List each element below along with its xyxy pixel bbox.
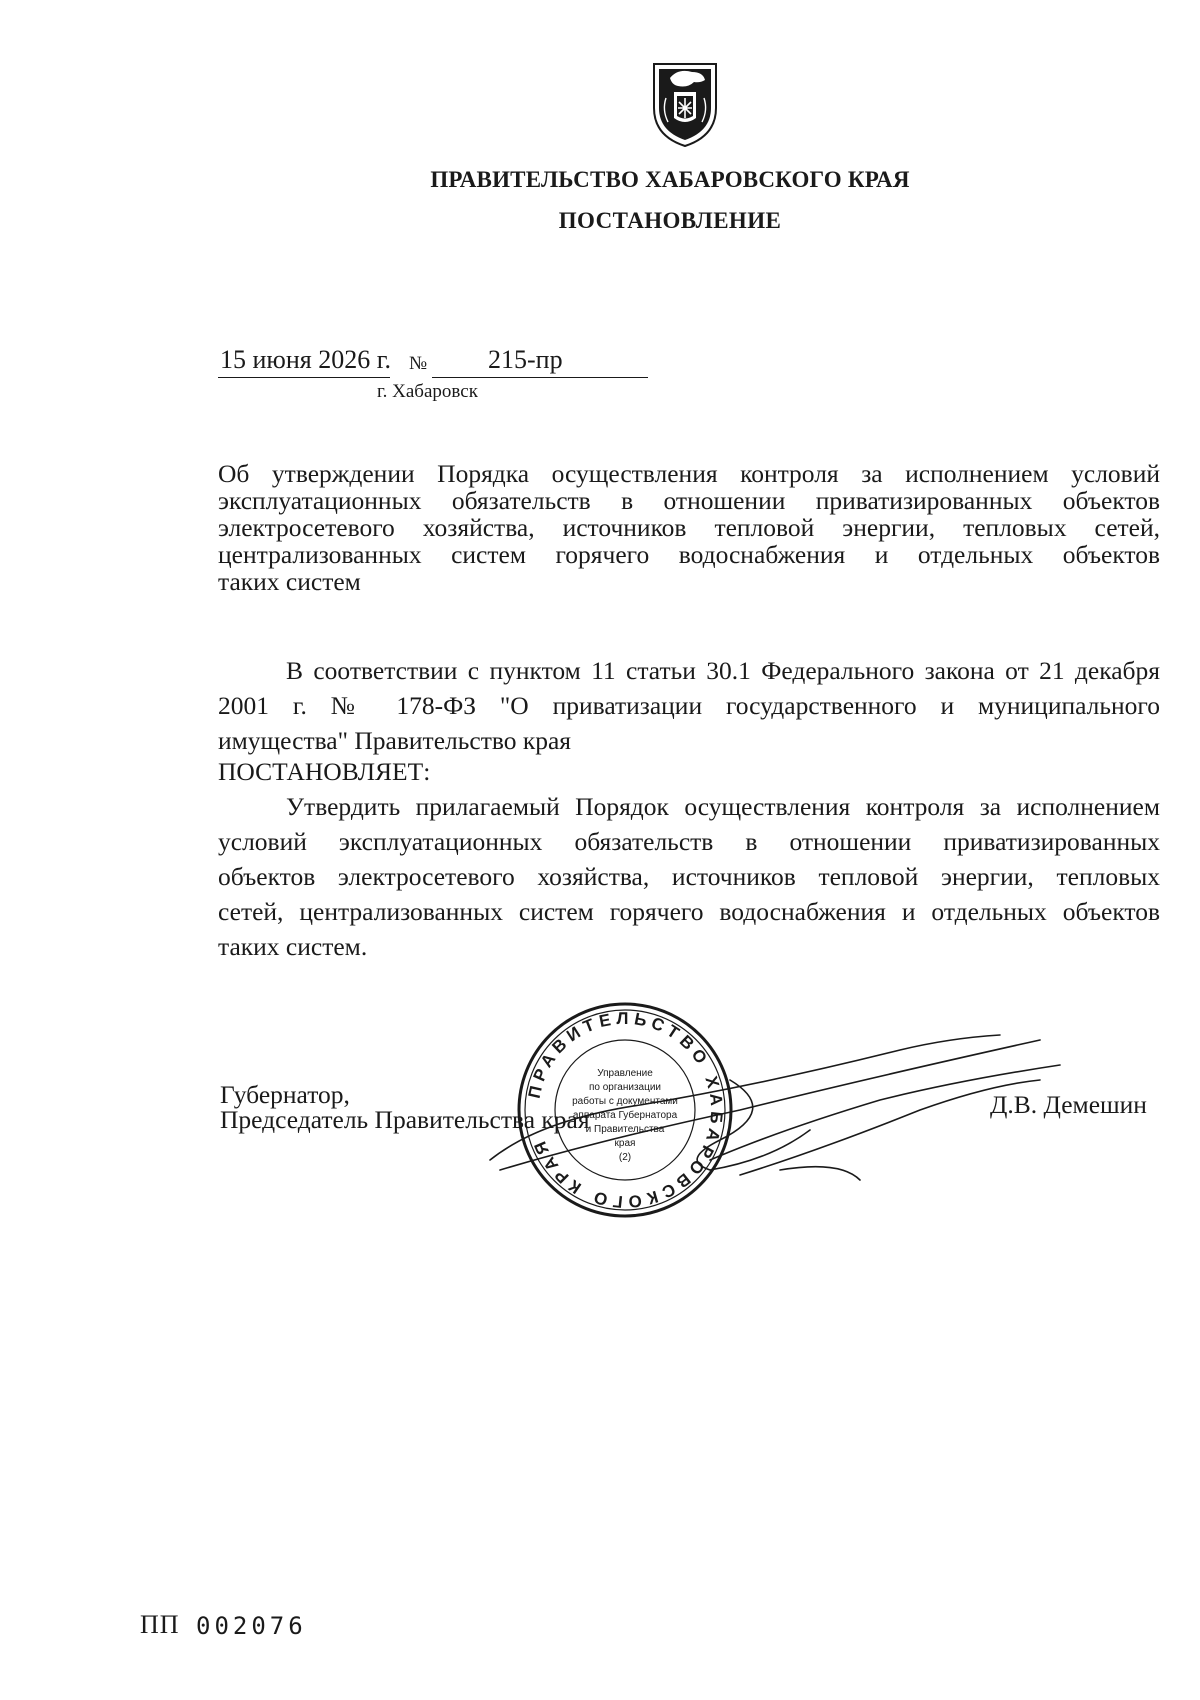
decision-line: условий эксплуатационных обязательств в отношении приватизированных [218, 827, 1160, 856]
preamble-paragraph [218, 653, 1160, 758]
seal-center-line: аппарата Губернатора [572, 1110, 678, 1121]
resolves-word: ПОСТАНОВЛЯЕТ: [218, 757, 431, 786]
subject-line: эксплуатационных обязательств в отношении приватизированных объектов [218, 486, 1160, 515]
number-underline [432, 377, 648, 378]
decision-paragraph [218, 789, 1160, 964]
subject-line: Об утверждении Порядка осуществления контроля за исполнением условий [218, 459, 1160, 488]
document-number: 215-пр [488, 345, 563, 374]
signatory-position: Губернатор, [220, 1080, 350, 1109]
form-series: ПП [140, 1610, 180, 1639]
coat-of-arms-icon [648, 58, 722, 150]
date-underline [218, 377, 390, 378]
government-name: ПРАВИТЕЛЬСТВО ХАБАРОВСКОГО КРАЯ [430, 167, 910, 192]
document-type: ПОСТАНОВЛЕНИЕ [558, 208, 782, 233]
issue-city: г. Хабаровск [377, 381, 478, 402]
handwritten-signature [480, 1010, 1080, 1210]
signatory-name: Д.В. Демешин [990, 1090, 1147, 1119]
decision-line: таких систем. [218, 932, 368, 961]
subject-line: таких систем [218, 567, 361, 596]
signatory-position: Председатель Правительства края [220, 1105, 590, 1134]
decision-line: Утвердить прилагаемый Порядок осуществления контроля за исполнением [286, 792, 1160, 821]
seal-center-line: (2) [618, 1152, 632, 1163]
seal-center-line: работы с документами [572, 1096, 678, 1107]
number-sign: № [409, 353, 428, 374]
seal-center-line: края [614, 1138, 636, 1149]
preamble-line: В соответствии с пунктом 11 статьи 30.1 Федерального закона от 21 декабря [286, 656, 1160, 685]
document-subject [218, 460, 1160, 595]
seal-ring-text: ПРАВИТЕЛЬСТВО ХАБАРОВСКОГО КРАЯ [524, 1008, 727, 1212]
document-date: 15 июня 2026 г. [220, 345, 391, 374]
subject-line: централизованных систем горячего водоснабжения и отдельных объектов [218, 540, 1160, 569]
seal-center-line: Управление [597, 1068, 653, 1079]
preamble-line: 2001 г. № 178-ФЗ "О приватизации государственного и муниципального [218, 691, 1160, 720]
decision-line: объектов электросетевого хозяйства, источников тепловой энергии, тепловых [218, 862, 1160, 891]
seal-center-line: по организации [588, 1082, 662, 1093]
seal-center-line: и Правительства [585, 1124, 665, 1135]
decision-line: сетей, централизованных систем горячего водоснабжения и отдельных объектов [218, 897, 1160, 926]
subject-line: электросетевого хозяйства, источников тепловой энергии, тепловых сетей, [218, 513, 1160, 542]
form-number: 002076 [196, 1612, 307, 1640]
preamble-line: имущества" Правительство края [218, 726, 572, 755]
